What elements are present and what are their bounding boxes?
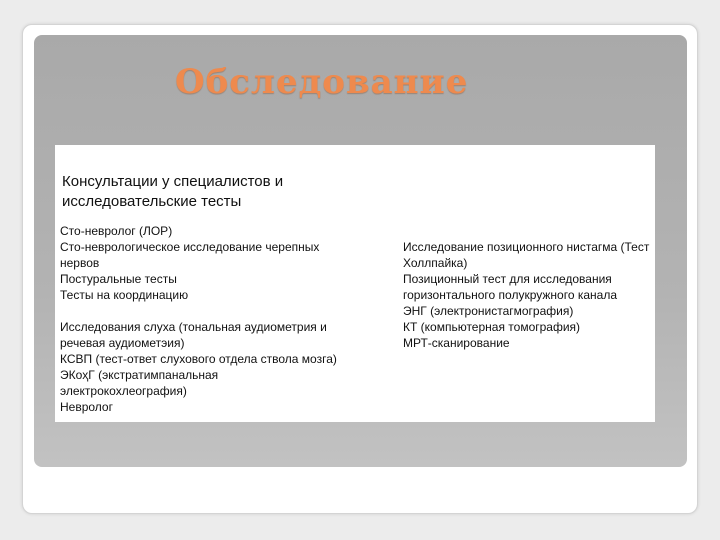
slide-title: Обследование [175, 62, 469, 102]
right-column [403, 239, 653, 351]
list-item: Позиционный тест для исследования горизонтального полукружного канала [403, 272, 617, 302]
list-item: Невролог [60, 400, 113, 414]
list-item: КСВП (тест-ответ слухового отдела ствола мозга) [60, 352, 337, 366]
content-box [55, 145, 655, 422]
spacer [60, 303, 345, 319]
list-item: МРТ-сканирование [403, 336, 510, 350]
list-item: Постуральные тесты [60, 272, 177, 286]
list-item: Сто-неврологическое исследование черепных нервов [60, 240, 320, 270]
list-item: ЭНГ (электронистагмография) [403, 304, 574, 318]
list-item: Сто-невролог (ЛОР) [60, 224, 173, 238]
list-item: Исследование позиционного нистагма (Тест Холлпайка) [403, 240, 650, 270]
list-item: КТ (компьютерная томография) [403, 320, 581, 334]
list-item: ЭКоҳГ (экстратимпанальная электрокохлеография) [60, 368, 219, 398]
section-heading: Консультации у специалистов и исследовательские тесты [62, 173, 284, 210]
list-item: Исследования слуха (тональная аудиометрия и речевая аудиометэия) [60, 320, 327, 350]
list-item: Тесты на координацию [60, 288, 189, 302]
left-column [60, 223, 345, 415]
